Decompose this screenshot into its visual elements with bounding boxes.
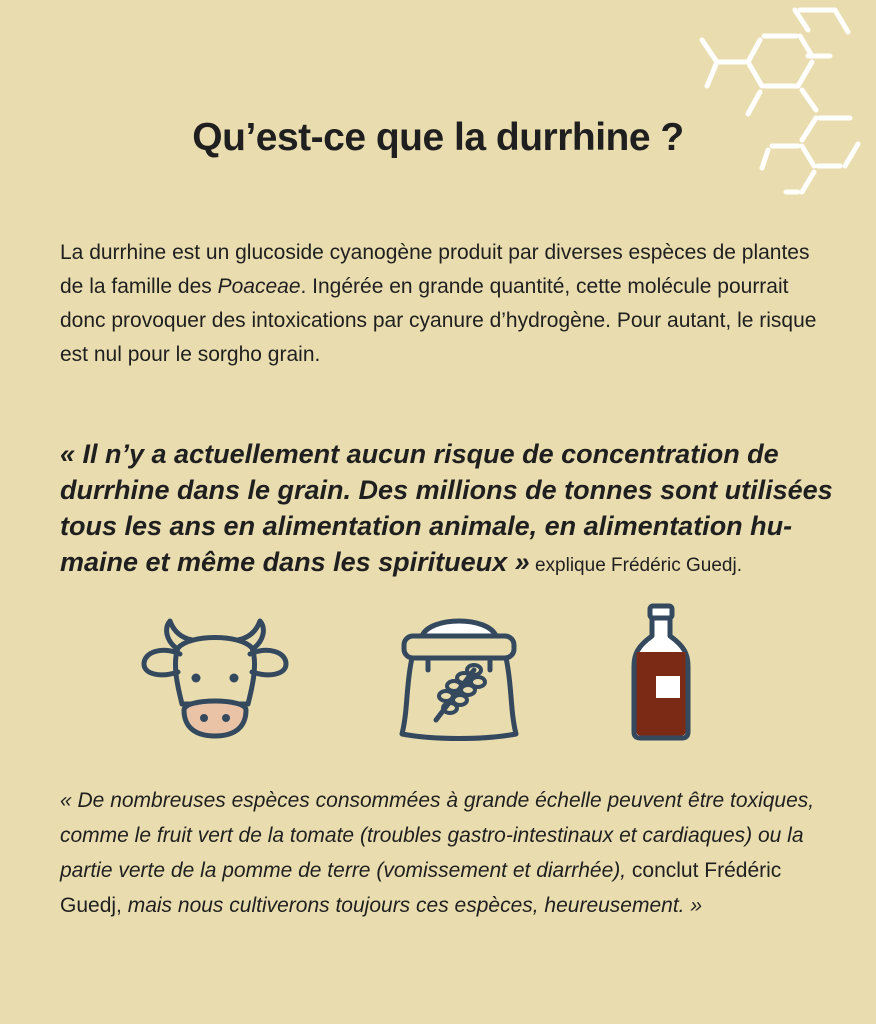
cow-icon [140, 618, 290, 748]
closing-quote [60, 783, 835, 923]
molecule-decoration-icon [690, 0, 876, 210]
species-name: Poaceae [217, 275, 301, 298]
intro-text-start: La durrhine est un glucoside cyanogène produit par diverses espèces de plantes de la famille des [60, 241, 810, 298]
main-quote [60, 436, 835, 584]
intro-paragraph [60, 236, 830, 372]
main-quote-attribution: explique Frédéric Guedj. [529, 555, 742, 576]
intro-text-end: . Ingérée en grande quantité, cette molécule pourrait donc provoquer des intoxications par cyanure d’hydrogène. Pour autant, le risque est nul pour le sorgho grain. [60, 275, 817, 366]
grain-sack-icon [394, 608, 524, 744]
closing-quote-part1: « De nombreuses espèces consommées à grande échelle peuvent être toxiques, comme le fruit vert de la tomate (troubles gastro-intestinaux et cardiaques) ou la partie verte de la pomme de terre (vomissement et diarrhée), [60, 789, 815, 882]
closing-quote-part2: mais nous cultiverons toujours ces espèces, heureusement. » [127, 894, 703, 917]
main-quote-text: « Il n’y a actuellement aucun risque de concentration de durrhine dans le grain. Des millions de tonnes sont utilisées tous les ans en alimentation animale, en alimentation humaine et même dans les spiritueux » [60, 439, 833, 577]
icon-row [0, 600, 876, 750]
bottle-icon [626, 602, 696, 742]
closing-quote-attribution: conclut Frédéric Guedj, [60, 859, 782, 917]
page-title: Qu’est-ce que la durrhine ? [192, 116, 684, 159]
